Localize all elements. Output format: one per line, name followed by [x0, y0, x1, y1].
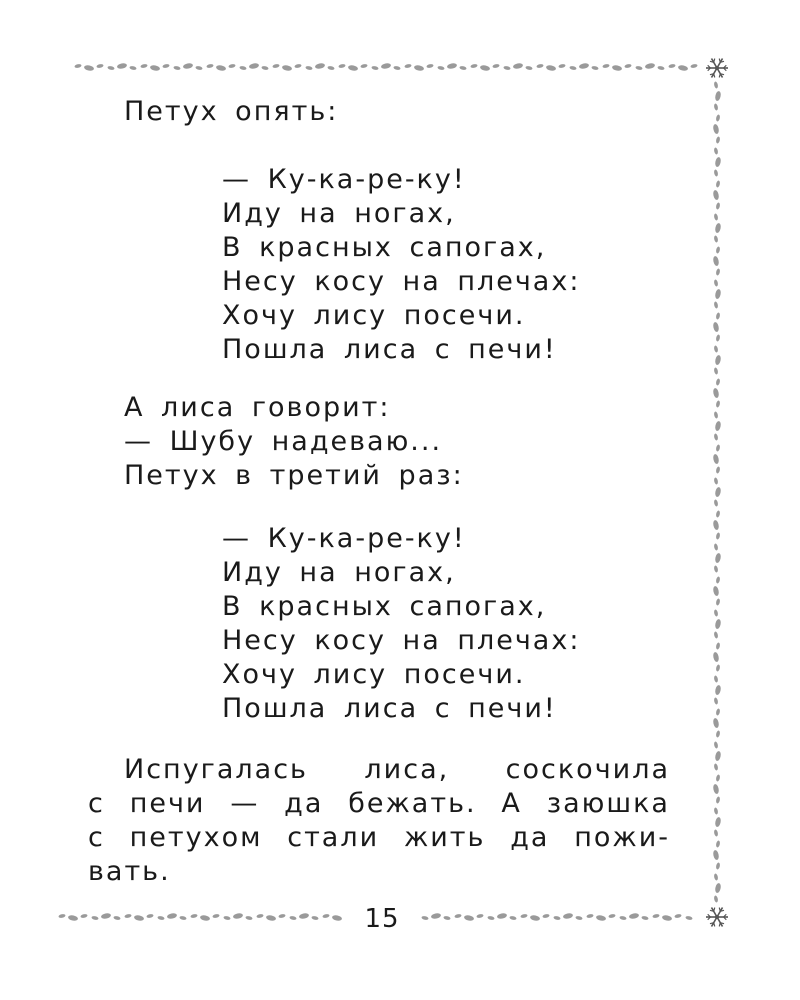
border-dash — [716, 510, 721, 518]
border-dash — [74, 64, 82, 69]
border-dash — [716, 114, 721, 122]
narration-block — [124, 391, 464, 493]
border-dash — [476, 914, 484, 919]
border-dash — [266, 914, 277, 921]
border-dash — [714, 619, 721, 630]
border-dash — [150, 64, 161, 71]
word: Испугалась — [124, 754, 308, 785]
border-dash — [553, 916, 561, 921]
border-dash — [714, 433, 719, 441]
border-dash — [716, 840, 721, 848]
border-dash — [579, 62, 590, 69]
word: пожи- — [574, 822, 670, 853]
border-dash — [233, 912, 244, 919]
border-dash — [678, 64, 689, 71]
border-dash — [714, 279, 719, 287]
border-dash — [714, 411, 719, 419]
border-dash — [714, 763, 719, 771]
border-dash — [714, 345, 719, 353]
border-dash — [315, 62, 326, 69]
border-dash — [714, 355, 721, 366]
border-dash — [712, 388, 719, 399]
border-dash — [716, 400, 721, 408]
border-dash — [712, 586, 719, 597]
border-dash — [525, 66, 533, 71]
border-dash — [712, 520, 719, 531]
border-dash — [716, 642, 721, 650]
border-dash — [716, 730, 721, 738]
border-dash — [657, 66, 665, 71]
border-dash — [447, 62, 458, 69]
border-dash — [662, 914, 673, 921]
border-dash — [421, 916, 429, 921]
border-dash — [58, 914, 66, 919]
border-dash — [520, 914, 528, 919]
text-line: Петух в третий раз: — [124, 460, 464, 491]
word: петухом — [129, 822, 263, 853]
border-dash — [716, 708, 721, 716]
border-dash — [311, 916, 319, 921]
border-dash — [542, 914, 550, 919]
border-dash — [530, 914, 541, 921]
border-dash — [162, 64, 170, 69]
border-dash — [223, 916, 231, 921]
border-dash — [487, 916, 495, 921]
border-dash — [454, 914, 462, 919]
border-dash — [716, 246, 721, 254]
border-dash — [712, 322, 719, 333]
border-dash — [278, 914, 286, 919]
border-dash — [716, 664, 721, 672]
border-dash — [712, 850, 719, 861]
border-dash — [206, 64, 214, 69]
border-dash — [712, 652, 719, 663]
border-dash — [146, 914, 154, 919]
border-dash — [714, 235, 719, 243]
border-dash — [714, 807, 719, 815]
border-dash — [716, 796, 721, 804]
border-dash — [68, 914, 79, 921]
border-dash — [546, 64, 557, 71]
border-dash — [716, 466, 721, 474]
word: с — [88, 822, 105, 853]
prose-paragraph — [88, 753, 670, 889]
border-dash — [228, 64, 236, 69]
border-dash — [716, 378, 721, 386]
border-dash — [513, 62, 524, 69]
verse-line: Пошла лиса с печи! — [222, 693, 557, 724]
border-dash — [256, 914, 264, 919]
border-dash — [426, 64, 434, 69]
word: стали — [287, 822, 380, 853]
border-dash — [360, 64, 368, 69]
border-dash — [712, 718, 719, 729]
verse-line: — Ку-ка-ре-ку! — [222, 164, 466, 195]
border-dash — [712, 454, 719, 465]
border-dash — [327, 66, 335, 71]
border-dash — [714, 895, 719, 903]
border-dash — [404, 64, 412, 69]
border-dash — [652, 914, 660, 919]
border-dash — [305, 66, 313, 71]
border-dash — [714, 169, 719, 177]
border-dash — [714, 81, 719, 89]
border-dash — [716, 576, 721, 584]
snowflake-icon — [706, 907, 728, 926]
border-dash — [674, 914, 682, 919]
border-dash — [685, 916, 693, 921]
verse-line: Несу косу на плечах: — [222, 266, 581, 297]
border-dash — [714, 543, 719, 551]
word: печи — [129, 788, 206, 819]
border-dash — [261, 66, 269, 71]
prose-line — [88, 753, 670, 787]
border-dash — [714, 477, 719, 485]
prose-line — [88, 787, 670, 821]
border-dash — [714, 157, 721, 168]
border-dash — [714, 147, 719, 155]
border-dash — [714, 883, 721, 894]
border-dash — [216, 64, 227, 71]
border-dash — [714, 213, 719, 221]
top-border-ornament — [74, 62, 698, 71]
border-dash — [167, 912, 178, 919]
border-dash — [470, 64, 478, 69]
border-dash — [716, 136, 721, 144]
border-dash — [714, 675, 719, 683]
border-dash — [714, 421, 721, 432]
border-dash — [80, 914, 88, 919]
border-dash — [712, 784, 719, 795]
border-dash — [129, 66, 137, 71]
word: с — [88, 788, 105, 819]
word: бежать. — [348, 788, 477, 819]
border-dash — [668, 64, 676, 69]
word: да — [510, 822, 550, 853]
border-dash — [714, 103, 719, 111]
border-dash — [716, 334, 721, 342]
border-dash — [200, 914, 211, 921]
border-dash — [624, 64, 632, 69]
border-dash — [195, 66, 203, 71]
border-dash — [393, 66, 401, 71]
page-number: 15 — [364, 904, 400, 934]
border-dash — [714, 223, 721, 234]
border-dash — [431, 912, 442, 919]
border-dash — [712, 190, 719, 201]
word: жить — [403, 822, 486, 853]
verse-line: В красных сапогах, — [222, 591, 547, 622]
border-dash — [282, 64, 293, 71]
border-dash — [714, 301, 719, 309]
border-dash — [464, 914, 475, 921]
border-dash — [249, 62, 260, 69]
border-dash — [714, 499, 719, 507]
border-dash — [714, 553, 721, 564]
narration-block — [124, 95, 338, 129]
border-dash — [716, 268, 721, 276]
border-dash — [591, 66, 599, 71]
border-dash — [558, 64, 566, 69]
word: лиса, — [364, 754, 450, 785]
verse-block — [222, 163, 580, 367]
border-dash — [179, 916, 187, 921]
text-line: Петух опять: — [124, 96, 339, 127]
border-dash — [716, 532, 721, 540]
verse-line: Иду на ногах, — [222, 557, 456, 588]
border-dash — [101, 912, 112, 919]
border-dash — [140, 64, 148, 69]
text-line: А лиса говорит: — [124, 392, 391, 423]
border-dash — [173, 66, 181, 71]
word: — — [230, 788, 260, 819]
border-dash — [635, 66, 643, 71]
border-dash — [563, 912, 574, 919]
border-dash — [641, 916, 649, 921]
border-dash — [96, 64, 104, 69]
border-dash — [245, 916, 253, 921]
border-dash — [714, 289, 721, 300]
border-dash — [612, 64, 623, 71]
border-dash — [586, 914, 594, 919]
border-dash — [714, 685, 721, 696]
word: вать. — [88, 856, 171, 887]
verse-line: Хочу лису посечи. — [222, 300, 526, 331]
border-dash — [332, 914, 343, 921]
border-dash — [716, 180, 721, 188]
border-dash — [124, 914, 132, 919]
border-dash — [629, 912, 640, 919]
word: заюшка — [546, 788, 670, 819]
border-dash — [714, 829, 719, 837]
border-dash — [714, 367, 719, 375]
border-dash — [716, 598, 721, 606]
word: А — [501, 788, 522, 819]
border-dash — [714, 631, 719, 639]
border-dash — [322, 914, 330, 919]
border-dash — [480, 64, 491, 71]
border-dash — [117, 62, 128, 69]
border-dash — [645, 62, 656, 69]
border-dash — [714, 873, 719, 881]
border-dash — [503, 66, 511, 71]
border-dash — [381, 62, 392, 69]
border-dash — [714, 741, 719, 749]
snowflake-icon — [706, 58, 728, 77]
border-dash — [437, 66, 445, 71]
border-dash — [716, 444, 721, 452]
border-dash — [602, 64, 610, 69]
border-dash — [190, 914, 198, 919]
border-dash — [239, 66, 247, 71]
border-dash — [569, 66, 577, 71]
border-dash — [536, 64, 544, 69]
verse-line: Пошла лиса с печи! — [222, 334, 557, 365]
border-dash — [619, 916, 627, 921]
border-dash — [690, 64, 698, 69]
verse-line: В красных сапогах, — [222, 232, 547, 263]
verse-line: Иду на ногах, — [222, 198, 456, 229]
border-dash — [459, 66, 467, 71]
border-dash — [272, 64, 280, 69]
border-dash — [714, 751, 721, 762]
border-dash — [289, 916, 297, 921]
border-dash — [596, 914, 607, 921]
border-dash — [712, 256, 719, 267]
border-dash — [714, 609, 719, 617]
border-dash — [497, 912, 508, 919]
border-dash — [712, 124, 719, 135]
border-dash — [348, 64, 359, 71]
border-dash — [443, 916, 451, 921]
prose-line — [88, 855, 670, 889]
verse-line: — Ку-ка-ре-ку! — [222, 523, 466, 554]
border-dash — [716, 312, 721, 320]
border-dash — [492, 64, 500, 69]
border-dash — [509, 916, 517, 921]
border-dash — [414, 64, 425, 71]
border-dash — [294, 64, 302, 69]
border-dash — [157, 916, 165, 921]
border-dash — [714, 565, 719, 573]
word: соскочила — [505, 754, 670, 785]
border-dash — [608, 914, 616, 919]
border-dash — [371, 66, 379, 71]
border-dash — [299, 912, 310, 919]
border-dash — [113, 916, 121, 921]
border-dash — [716, 862, 721, 870]
verse-block — [222, 522, 580, 726]
border-dash — [212, 914, 220, 919]
word: да — [284, 788, 324, 819]
border-dash — [183, 62, 194, 69]
border-dash — [714, 697, 719, 705]
border-dash — [338, 64, 346, 69]
border-dash — [714, 91, 721, 102]
border-dash — [716, 202, 721, 210]
border-dash — [575, 916, 583, 921]
right-border-ornament — [712, 81, 721, 903]
border-dash — [134, 914, 145, 921]
border-dash — [84, 64, 95, 71]
verse-line: Несу косу на плечах: — [222, 625, 581, 656]
text-line: — Шубу надеваю... — [124, 426, 443, 457]
prose-line — [88, 821, 670, 855]
border-dash — [91, 916, 99, 921]
verse-line: Хочу лису посечи. — [222, 659, 526, 690]
border-dash — [714, 487, 721, 498]
border-dash — [714, 817, 721, 828]
border-dash — [716, 774, 721, 782]
border-dash — [107, 66, 115, 71]
